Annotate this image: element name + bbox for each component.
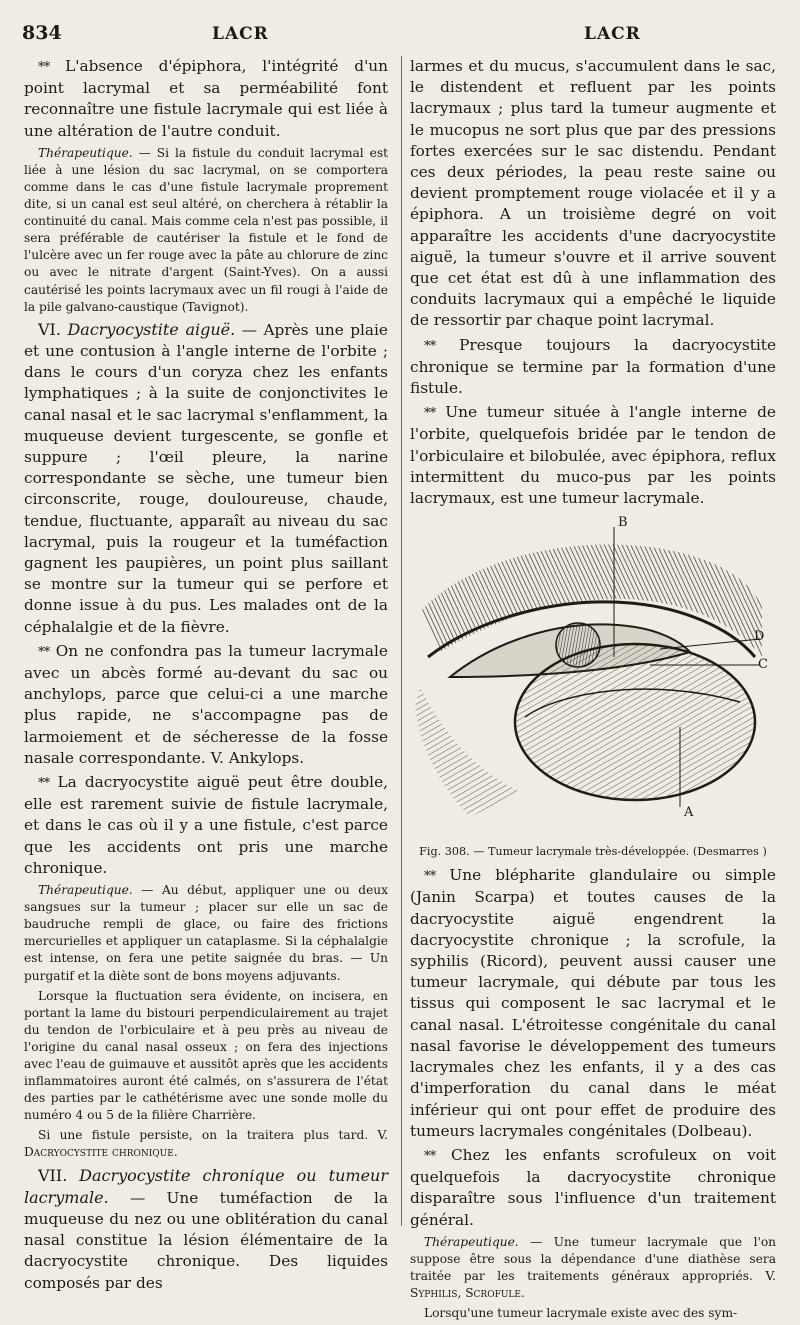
paragraph: larmes et du mucus, s'accumulent dans le sac, le distendent et refluent par les points lacrymaux ; plus tard la tumeur augmente et le mucopus ne sort plus que par des pressions fortes exercées sur le sac distendu. Pendant ces deux périodes, la peau reste saine ou devient promptement rouge violacée et il y a épiphora. A un troisième degré on voit apparaître les accidents d'une dacryocystite aiguë, la tumeur s'ouvre et il arrive souvent que cet état est dû à une inflammation des conduits lacrymaux qui a empêché le liquide de ressortir par chaque point lacrymal.	[410, 57, 776, 330]
therapeutic-label: Thérapeutique.	[38, 145, 133, 160]
paragraph-text: — Après une plaie et une contusion à l'angle interne de l'orbite ; dans le cours d'un coryza chez les enfants lymphatiques ; à la suite de conjonctivites le canal nasal et le sac lacrymal s'enflamment, la muqueuse devient turgescente, se gonfle et suppure ; l'œil pleure, la narine correspondante se sèche, une tumeur bien circonscrite, rouge, douloureuse, chaude, tendue, fluctuante, apparaît au niveau du sac lacrymal, puis la rougeur et la tuméfaction gagnent les paupières, un point plus saillant se montre sur la tumeur qui se perfore et donne issue à du pus. Les malades ont de la céphalalgie et de la fièvre.	[24, 320, 388, 636]
paragraph-text: Presque toujours la dacryocystite chronique se termine par la formation d'une fistule.	[410, 335, 776, 398]
figure-308	[410, 517, 776, 859]
paragraph	[410, 402, 776, 509]
section-number: VI.	[38, 319, 61, 339]
section-vi	[24, 319, 388, 638]
paragraph-text: — Une tuméfaction de la muqueuse du nez ou une oblitération du canal nasal constitue la lésion élémentaire de la dacryocystite chronique. Des liquides composés par des	[24, 1188, 388, 1292]
paragraph-text: Une blépharite glandulaire ou simple (Janin Scarpa) et toutes causes de la dacryocystite aiguë engendrent la dacryocystite chronique ; la scrofule, la syphilis (Ricord), peuvent aussi causer une tumeur lacrymale, qui débute par tous les tissus qui composent le sac lacrymal et le canal nasal. L'étroitesse congénitale du canal nasal favorise le développement des tumeurs lacrymales chez les enfants, il y a des cas d'imperforation du canal dans le méat inférieur qui ont pour effet de produire des tumeurs lacrymales congénitales (Dolbeau).	[410, 866, 776, 1140]
paragraph-text: La dacryocystite aiguë peut être double, elle est rarement suivie de fistule lacrymale, et dans le cas où il y a une fistule, c'est parce que les accidents ont pris une marche chronique.	[24, 773, 388, 877]
asterism: * *	[424, 338, 436, 354]
running-head-left: LACR	[212, 24, 269, 44]
figure-label-b: B	[618, 515, 628, 531]
therapeutic-label: Thérapeutique.	[424, 1234, 519, 1249]
paragraph: Lorsqu'une tumeur lacrymale existe avec des sym-	[424, 1306, 738, 1321]
paragraph-text: L'absence d'épiphora, l'intégrité d'un point lacrymal et sa perméabilité font reconnaître une fistule lacrymale qui est liée à une altération de l'autre conduit.	[24, 57, 388, 140]
section-number: VII.	[38, 1165, 68, 1185]
figure-label-c: C	[758, 657, 768, 673]
cross-reference: Syphilis, Scrofule.	[410, 1286, 525, 1300]
paragraph	[24, 772, 388, 879]
asterism: * *	[38, 60, 50, 75]
therapeutic-note	[24, 145, 388, 316]
paragraph-text: — Au début, appliquer une ou deux sangsues sur la tumeur ; placer sur elle un sac de baudruche rempli de glace, ou faire des frictions mercurielles et appliquer un cataplasme. Si la céphalalgie est intense, on fera une petite saignée du bras. — Un purgatif et la diète sont de bons moyens adjuvants.	[24, 883, 389, 983]
eye-illustration	[410, 517, 776, 843]
section-title: Dacryocystite chronique ou tumeur lacrymale.	[24, 1165, 388, 1207]
column-divider	[401, 56, 402, 1226]
paragraph: Lorsque la fluctuation sera évidente, on incisera, en portant la lame du bistouri perpendiculairement au trajet du tendon de l'orbiculaire et à peu près au niveau de l'origine du canal nasal osseux ; on fera des injections avec l'eau de guimauve et aussitôt après que les accidents inflammatoires auront été calmés, on s'assurera de l'état des parties par le cathétérisme avec une sonde molle du numéro 4 ou 5 de la filière Charrière.	[24, 988, 388, 1123]
page-header	[22, 22, 778, 50]
paragraph-text: — Une tumeur lacrymale que l'on suppose être sous la dépendance d'une diathèse sera traitée par les traitements généraux appropriés. V.	[410, 1234, 777, 1283]
figure-caption: Fig. 308. — Tumeur lacrymale très-développée. (Desmarres )	[419, 845, 767, 859]
paragraph-text: Chez les enfants scrofuleux on voit quelquefois la dacryocystite chronique disparaître sous l'influence d'un traitement général.	[410, 1145, 776, 1229]
cross-reference: Dacryocystite chronique.	[24, 1145, 178, 1160]
asterism: * *	[38, 644, 50, 660]
paragraph-text: On ne confondra pas la tumeur lacrymale avec un abcès formé au-devant du sac ou anchylops, parce que celui-ci a une marche plus rapide, ne s'accompagne pas de larmoiement et de sécheresse de la fosse nasale correspondante. V. Ankylops.	[24, 641, 388, 767]
left-column	[24, 56, 388, 1297]
running-head-right: LACR	[584, 24, 641, 44]
lacrimal-tumor-engraving	[410, 517, 776, 843]
paragraph-text: Une tumeur située à l'angle interne de l'orbite, quelquefois bridée par le tendon de l'orbiculaire et bilobulée, avec épiphora, reflux intermittent du muco-pus par les points lacrymaux, est une tumeur lacrymale.	[410, 403, 776, 508]
paragraph	[24, 1127, 388, 1161]
asterism: * *	[424, 406, 436, 422]
figure-label-a: A	[684, 805, 694, 821]
page-number: 834	[22, 22, 62, 44]
figure-label-d: D	[754, 629, 765, 645]
asterism: * *	[38, 776, 50, 792]
paragraph	[24, 56, 388, 142]
paragraph-text: — Si la fistule du conduit lacrymal est liée à une lésion du sac lacrymal, on se comportera comme dans le cas d'une fistule lacrymale proprement dite, si un canal est seul altéré, on cherchera à rétablir la continuité du canal. Mais comme cela n'est pas possible, il sera préférable de cautériser la fistule et le fond de l'ulcère avec un fer rouge avec la pâte au chlorure de zinc ou avec le nitrate d'argent (Saint-Yves). On a aussi cautérisé les points lacrymaux avec un fil rougi à l'aide de la pile galvano-caustique (Tavignot).	[24, 145, 388, 314]
right-column	[410, 56, 776, 1325]
paragraph	[410, 865, 776, 1142]
lacrimal-tumor	[515, 644, 755, 800]
paragraph-text: Si une fistule persiste, on la traitera plus tard. V.	[38, 1128, 388, 1143]
therapeutic-note	[24, 882, 388, 985]
therapeutic-note	[410, 1234, 776, 1302]
asterism: * *	[424, 1148, 436, 1164]
section-title: Dacryocystite aiguë.	[67, 319, 236, 339]
cheek-shading	[415, 687, 520, 817]
paragraph	[24, 641, 388, 769]
paragraph	[410, 335, 776, 400]
section-vii	[24, 1165, 388, 1294]
therapeutic-label: Thérapeutique.	[38, 883, 133, 898]
paragraph	[410, 1145, 776, 1231]
asterism: * *	[424, 869, 436, 885]
